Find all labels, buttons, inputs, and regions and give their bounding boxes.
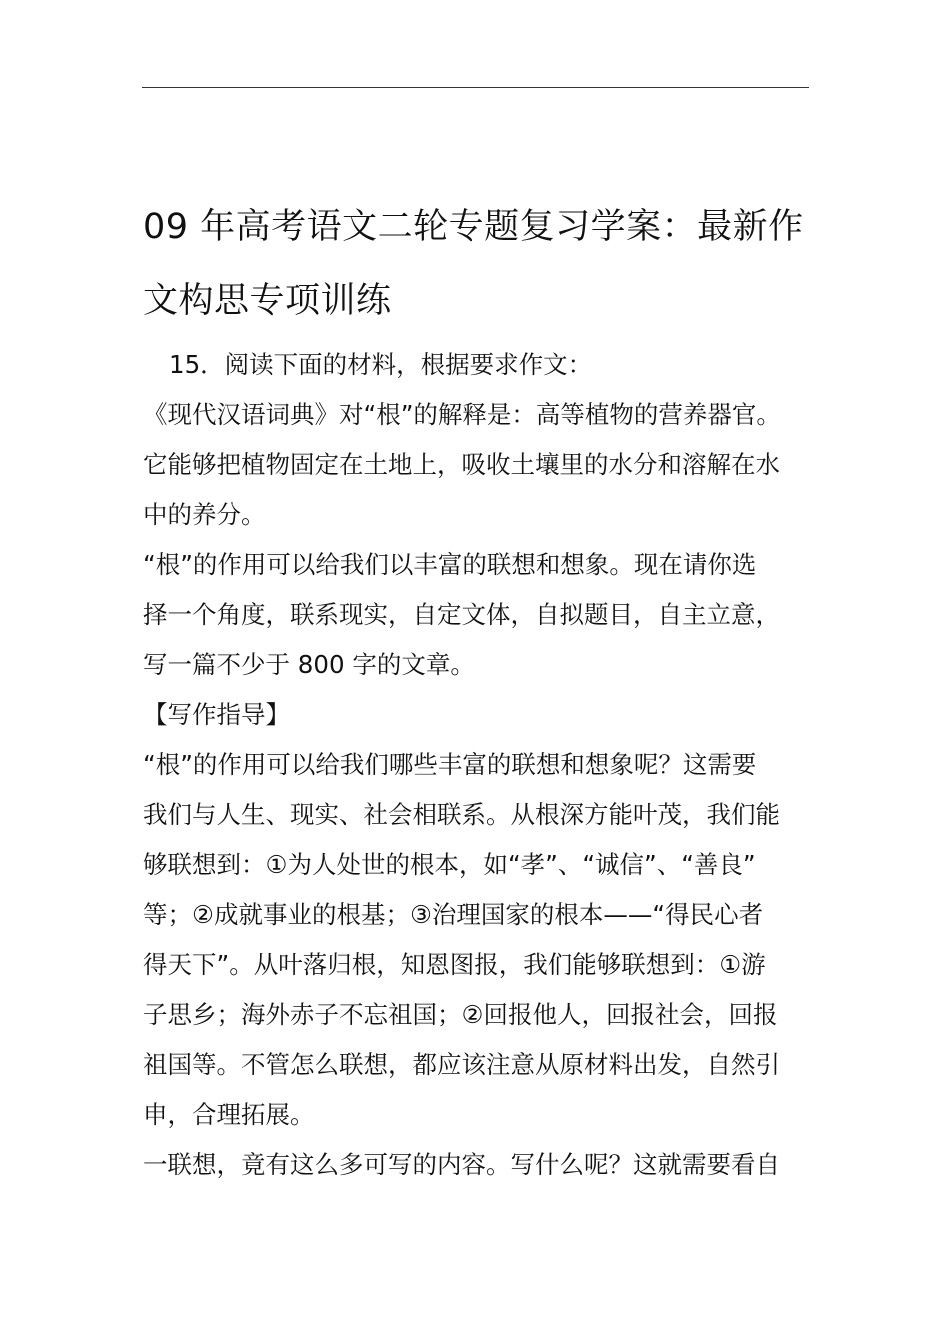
body-line: 中的养分。 <box>143 500 266 529</box>
body-line: 申，合理拓展。 <box>143 1100 315 1129</box>
body-line: 写一篇不少于 800 字的文章。 <box>143 650 475 679</box>
section-heading-writing-guide: 【写作指导】 <box>143 700 290 729</box>
body-line: “根”的作用可以给我们哪些丰富的联想和想象呢？这需要 <box>143 750 757 779</box>
body-line: 一联想，竟有这么多可写的内容。写什么呢？这就需要看自 <box>143 1150 780 1179</box>
body-line: 《现代汉语词典》对“根”的解释是：高等植物的营养器官。 <box>143 400 781 429</box>
body-line: 够联想到：①为人处世的根本，如“孝”、“诚信”、“善良” <box>143 850 756 879</box>
body-line: 子思乡；海外赤子不忘祖国；②回报他人，回报社会，回报 <box>143 1000 778 1029</box>
body-line: 择一个角度，联系现实，自定文体，自拟题目，自主立意， <box>143 600 780 629</box>
body-line: 祖国等。不管怎么联想，都应该注意从原材料出发，自然引 <box>143 1050 780 1079</box>
body-line: 我们与人生、现实、社会相联系。从根深方能叶茂，我们能 <box>143 800 780 829</box>
body-line: 得天下”。从叶落归根，知恩图报，我们能够联想到：①游 <box>143 950 766 979</box>
body-line: “根”的作用可以给我们以丰富的联想和想象。现在请你选 <box>143 550 757 579</box>
body-line: 它能够把植物固定在土地上，吸收土壤里的水分和溶解在水 <box>143 450 780 479</box>
document-title: 09 年高考语文二轮专题复习学案：最新作文构思专项训练 <box>143 207 804 321</box>
header-rule <box>142 87 809 88</box>
question-heading: 15．阅读下面的材料，根据要求作文： <box>169 350 593 379</box>
body-line: 等；②成就事业的根基；③治理国家的根本——“得民心者 <box>143 900 764 929</box>
document-body <box>143 340 813 1190</box>
